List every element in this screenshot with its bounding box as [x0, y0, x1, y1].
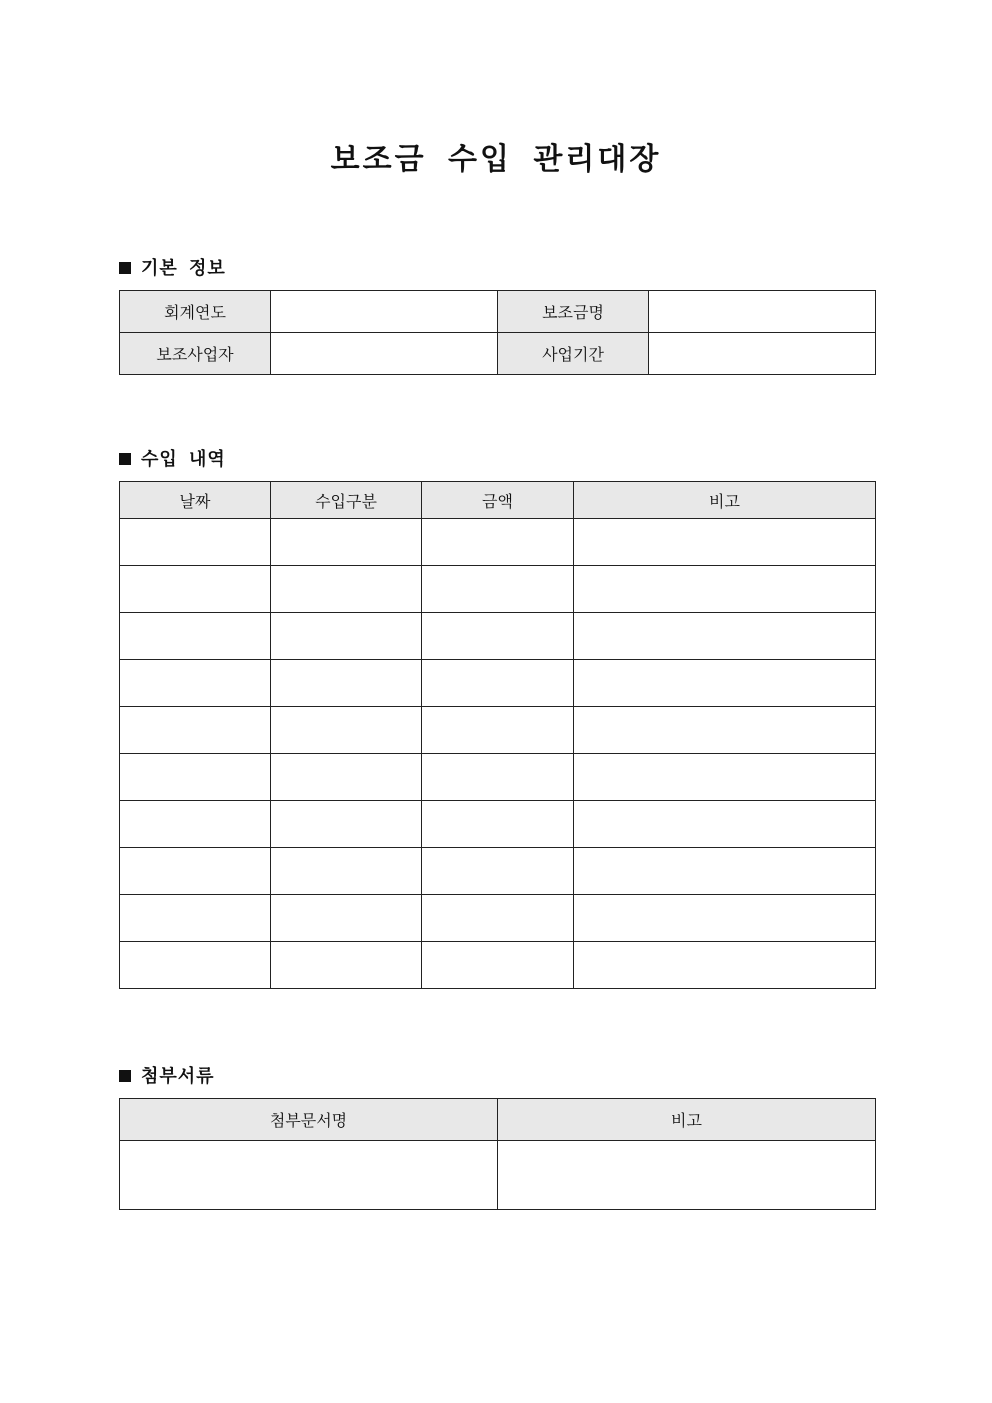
- square-bullet-icon: [119, 262, 131, 274]
- income-type-cell[interactable]: [271, 707, 422, 754]
- column-header-document-name: 첨부문서명: [120, 1099, 498, 1141]
- income-type-cell[interactable]: [271, 613, 422, 660]
- note-cell[interactable]: [574, 801, 876, 848]
- column-header-attachment-note: 비고: [498, 1099, 876, 1141]
- income-table-body: [120, 519, 876, 989]
- date-cell[interactable]: [120, 895, 271, 942]
- amount-cell[interactable]: [422, 754, 574, 801]
- table-row: [120, 1141, 876, 1210]
- income-type-cell[interactable]: [271, 801, 422, 848]
- section-heading-income: [119, 445, 226, 471]
- fiscal-year-field[interactable]: [271, 291, 498, 333]
- note-cell[interactable]: [574, 707, 876, 754]
- attachment-note-cell[interactable]: [498, 1141, 876, 1210]
- date-cell[interactable]: [120, 754, 271, 801]
- note-cell[interactable]: [574, 519, 876, 566]
- operator-label: 보조사업자: [120, 333, 271, 375]
- section-heading-attachments: [119, 1062, 215, 1088]
- column-header-date: 날짜: [120, 482, 271, 519]
- period-field[interactable]: [649, 333, 876, 375]
- table-row: [120, 333, 876, 375]
- note-cell[interactable]: [574, 942, 876, 989]
- income-type-cell[interactable]: [271, 942, 422, 989]
- table-row: [120, 707, 876, 754]
- operator-field[interactable]: [271, 333, 498, 375]
- date-cell[interactable]: [120, 942, 271, 989]
- table-row: [120, 801, 876, 848]
- table-header-row: [120, 1099, 876, 1141]
- amount-cell[interactable]: [422, 707, 574, 754]
- income-type-cell[interactable]: [271, 660, 422, 707]
- table-row: [120, 291, 876, 333]
- date-cell[interactable]: [120, 801, 271, 848]
- amount-cell[interactable]: [422, 848, 574, 895]
- square-bullet-icon: [119, 453, 131, 465]
- income-type-cell[interactable]: [271, 519, 422, 566]
- amount-cell[interactable]: [422, 660, 574, 707]
- page-title: 보조금 수입 관리대장: [330, 142, 662, 177]
- table-row: [120, 519, 876, 566]
- income-type-cell[interactable]: [271, 566, 422, 613]
- note-cell[interactable]: [574, 660, 876, 707]
- document-name-cell[interactable]: [120, 1141, 498, 1210]
- date-cell[interactable]: [120, 519, 271, 566]
- section-heading-basic-info: [119, 254, 226, 280]
- amount-cell[interactable]: [422, 566, 574, 613]
- subsidy-name-label: 보조금명: [498, 291, 649, 333]
- attachments-heading: 첨부서류: [141, 1066, 215, 1087]
- note-cell[interactable]: [574, 566, 876, 613]
- income-type-cell[interactable]: [271, 754, 422, 801]
- attachments-table: [119, 1098, 876, 1210]
- square-bullet-icon: [119, 1070, 131, 1082]
- date-cell[interactable]: [120, 707, 271, 754]
- amount-cell[interactable]: [422, 801, 574, 848]
- note-cell[interactable]: [574, 613, 876, 660]
- column-header-income-type: 수입구분: [271, 482, 422, 519]
- amount-cell[interactable]: [422, 613, 574, 660]
- income-heading: 수입 내역: [141, 449, 226, 470]
- note-cell[interactable]: [574, 895, 876, 942]
- date-cell[interactable]: [120, 660, 271, 707]
- table-row: [120, 660, 876, 707]
- table-row: [120, 895, 876, 942]
- table-row: [120, 942, 876, 989]
- table-row: [120, 613, 876, 660]
- table-row: [120, 754, 876, 801]
- table-row: [120, 848, 876, 895]
- table-header-row: [120, 482, 876, 519]
- income-table: [119, 481, 876, 989]
- amount-cell[interactable]: [422, 895, 574, 942]
- period-label: 사업기간: [498, 333, 649, 375]
- table-row: [120, 566, 876, 613]
- column-header-amount: 금액: [422, 482, 574, 519]
- basic-info-table: [119, 290, 876, 375]
- date-cell[interactable]: [120, 566, 271, 613]
- amount-cell[interactable]: [422, 942, 574, 989]
- column-header-note: 비고: [574, 482, 876, 519]
- date-cell[interactable]: [120, 848, 271, 895]
- subsidy-name-field[interactable]: [649, 291, 876, 333]
- income-type-cell[interactable]: [271, 895, 422, 942]
- amount-cell[interactable]: [422, 519, 574, 566]
- note-cell[interactable]: [574, 754, 876, 801]
- note-cell[interactable]: [574, 848, 876, 895]
- date-cell[interactable]: [120, 613, 271, 660]
- basic-info-heading: 기본 정보: [141, 258, 226, 279]
- fiscal-year-label: 회계연도: [120, 291, 271, 333]
- income-type-cell[interactable]: [271, 848, 422, 895]
